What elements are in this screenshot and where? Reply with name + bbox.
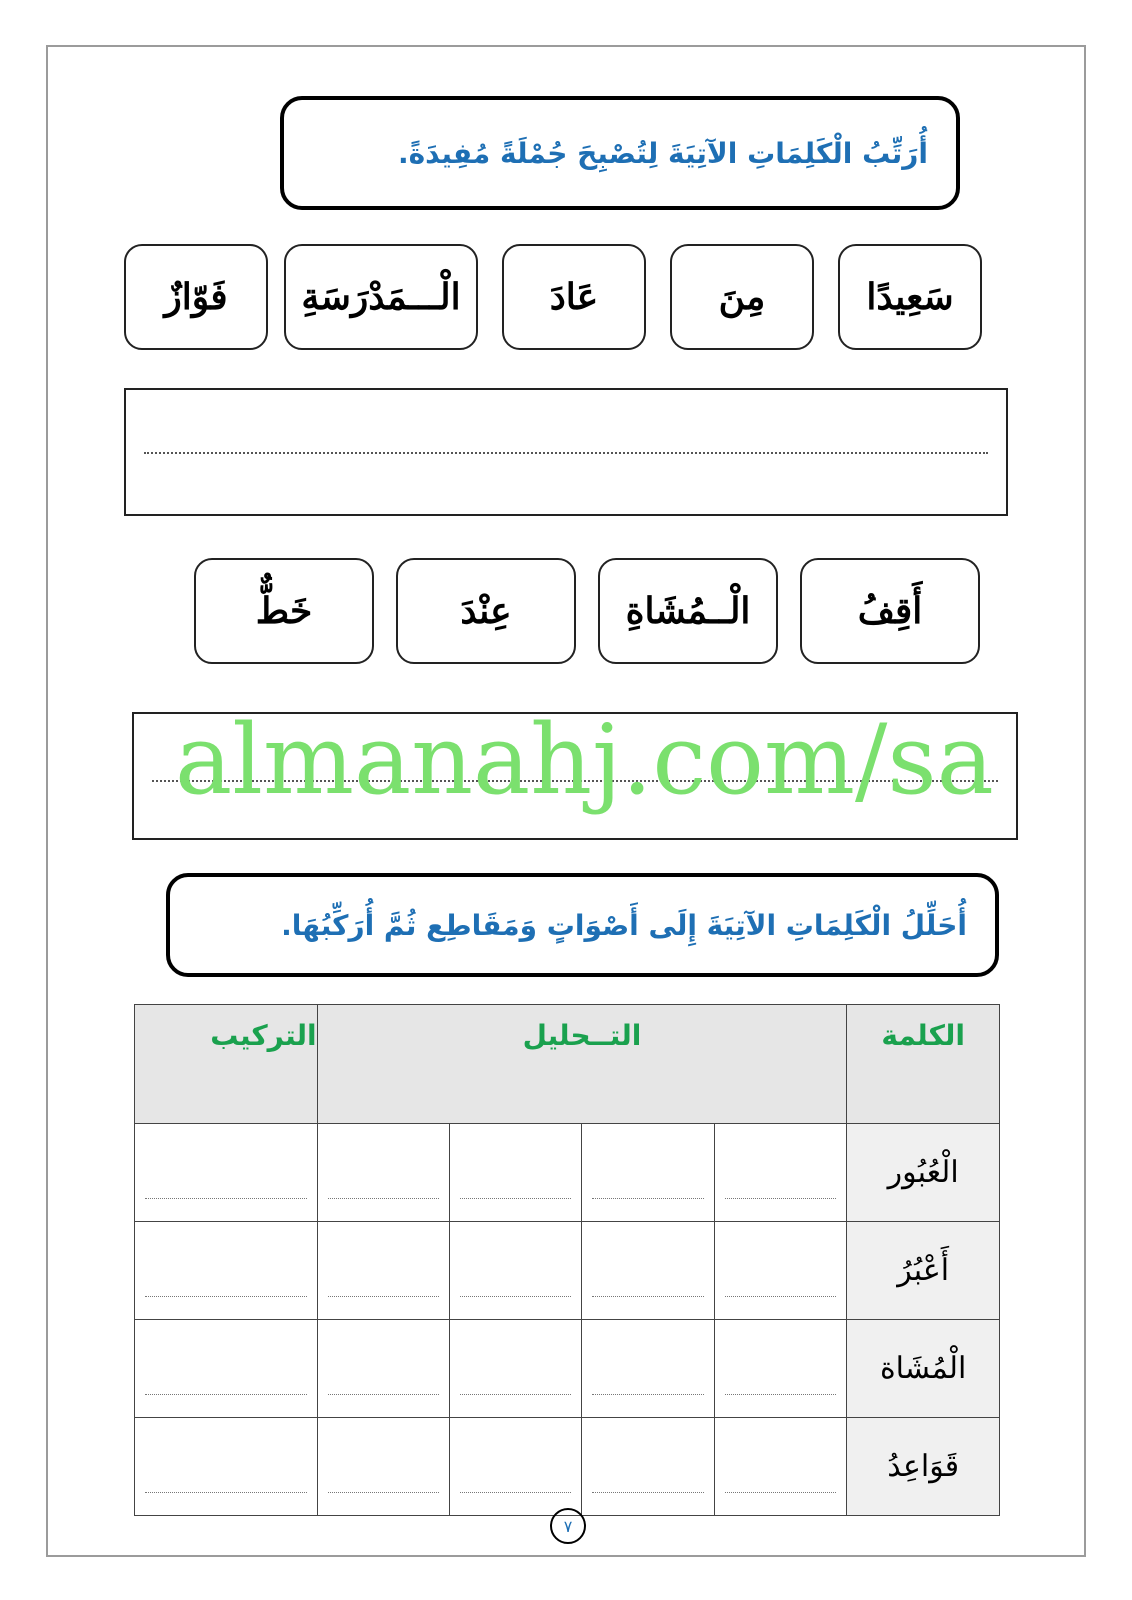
- analysis-cell[interactable]: [450, 1320, 582, 1418]
- watermark-text: almanahj.com/sa: [175, 704, 994, 816]
- header-word: الكلمة: [847, 1005, 1000, 1124]
- word-card: مِنَ: [670, 244, 814, 350]
- word-card: أَقِفُ: [800, 558, 980, 664]
- table-row: [135, 1124, 1000, 1222]
- word-cell: الْعُبُور: [847, 1124, 1000, 1222]
- analysis-cell[interactable]: [450, 1124, 582, 1222]
- instruction-text-2: أُحَلِّلُ الْكَلِمَاتِ الآتِيَةَ إِلَى أَصْوَاتٍ وَمَقَاطِع ثُمَّ أُرَكِّبُهَا.: [281, 908, 967, 942]
- word-cell: أَعْبُرُ: [847, 1222, 1000, 1320]
- table-header-row: [135, 1005, 1000, 1124]
- analysis-cell[interactable]: [317, 1320, 449, 1418]
- instruction-text-1: أُرَتِّبُ الْكَلِمَاتِ الآتِيَةَ لِتُصْبِحَ جُمْلَةً مُفِيدَةً.: [398, 136, 928, 170]
- word-cell: الْمُشَاة: [847, 1320, 1000, 1418]
- word-card: سَعِيدًا: [838, 244, 982, 350]
- analysis-cell[interactable]: [714, 1418, 846, 1516]
- analysis-cell[interactable]: [317, 1124, 449, 1222]
- answer-line: [152, 780, 998, 782]
- answer-line: [144, 452, 988, 454]
- word-card: عِنْدَ: [396, 558, 576, 664]
- table-row: [135, 1222, 1000, 1320]
- word-card: خَطٌّ: [194, 558, 374, 664]
- analysis-cell[interactable]: [582, 1222, 714, 1320]
- header-analysis: التــحليل: [317, 1005, 847, 1124]
- composition-cell[interactable]: [135, 1124, 318, 1222]
- analysis-cell[interactable]: [317, 1418, 449, 1516]
- analysis-table: [134, 1004, 1000, 1516]
- analysis-cell[interactable]: [714, 1124, 846, 1222]
- answer-box-2[interactable]: [132, 712, 1018, 840]
- word-cell: قَوَاعِدُ: [847, 1418, 1000, 1516]
- analysis-cell[interactable]: [317, 1222, 449, 1320]
- word-card: الْــمُشَاةِ: [598, 558, 778, 664]
- table-row: [135, 1320, 1000, 1418]
- analysis-cell[interactable]: [582, 1320, 714, 1418]
- answer-box-1[interactable]: [124, 388, 1008, 516]
- analysis-cell[interactable]: [582, 1124, 714, 1222]
- instruction-box-2: [166, 873, 999, 977]
- composition-cell[interactable]: [135, 1320, 318, 1418]
- word-card: فَوّازٌ: [124, 244, 268, 350]
- page-number: ٧: [550, 1508, 586, 1544]
- header-composition: التركيب: [135, 1005, 318, 1124]
- word-card: عَادَ: [502, 244, 646, 350]
- composition-cell[interactable]: [135, 1418, 318, 1516]
- analysis-cell[interactable]: [450, 1222, 582, 1320]
- word-card: الْـــمَدْرَسَةِ: [284, 244, 478, 350]
- analysis-cell[interactable]: [450, 1418, 582, 1516]
- composition-cell[interactable]: [135, 1222, 318, 1320]
- analysis-cell[interactable]: [582, 1418, 714, 1516]
- analysis-cell[interactable]: [714, 1222, 846, 1320]
- table-row: [135, 1418, 1000, 1516]
- instruction-box-1: [280, 96, 960, 210]
- analysis-cell[interactable]: [714, 1320, 846, 1418]
